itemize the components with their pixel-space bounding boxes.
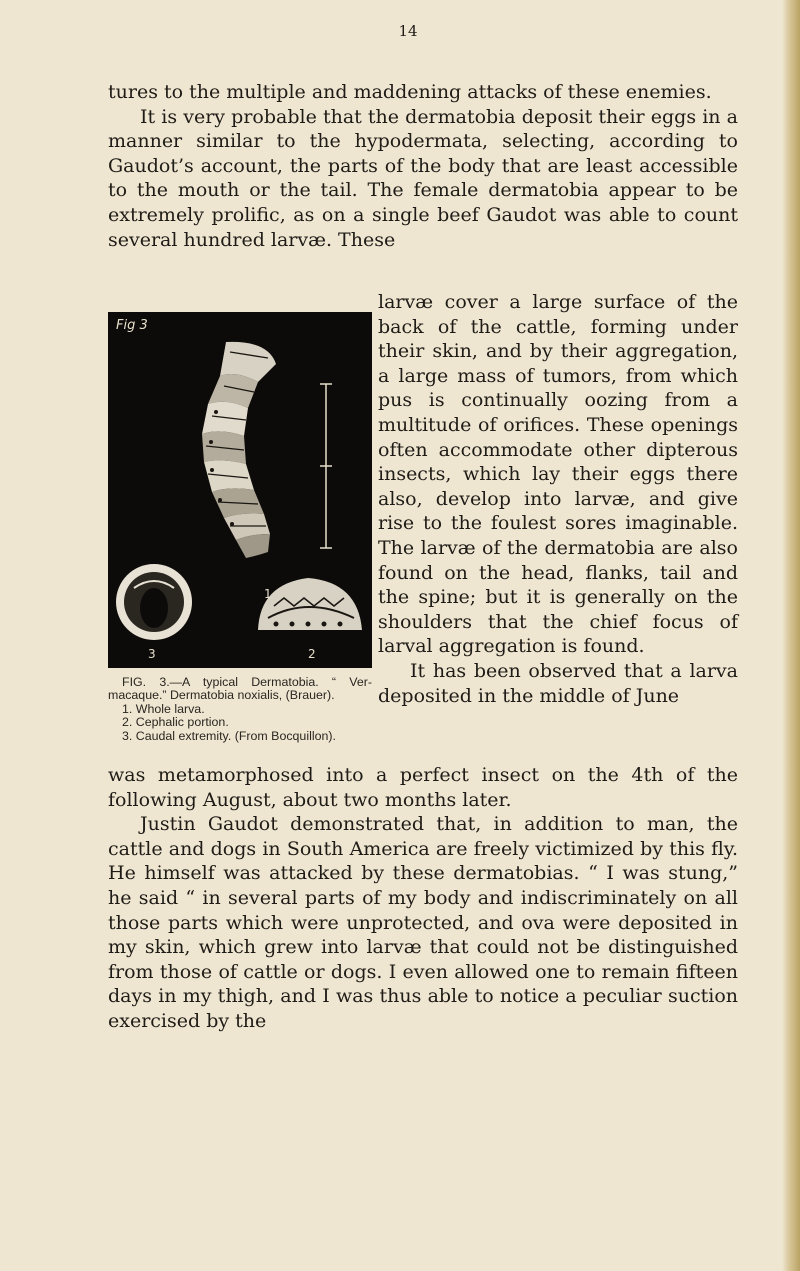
caption-item-1: 1. Whole larva. [122,701,205,716]
page-number: 14 [398,22,418,40]
figure-dermatobia-plate [108,312,372,668]
whole-larva-drawing [202,342,276,558]
scale-bar [320,384,332,548]
paragraph-observed: It has been observed that a larva deposited in the middle of June [378,659,738,707]
larva-illustration [108,312,372,668]
plate-number-3: 3 [148,647,156,661]
page-edge-stain [782,0,800,1271]
paragraph-metamorphosed: was metamorphosed into a perfect insect on the 4th of the following August, about two months later. [108,764,738,811]
figure-caption [108,676,372,743]
figure-label: Fig 3 [116,318,148,333]
caption-title: FIG. 3.—A typical Dermatobia. “ Ver-macaque.” Dermatobia noxialis, (Brauer). [108,675,372,703]
paragraph-continuation: tures to the multiple and maddening attacks of these enemies. [108,81,712,103]
cephalic-portion-drawing [258,578,362,630]
paragraph-larvae: larvæ cover a large surface of the back of the cattle, forming under their skin, and by their aggregation, a large mass of tumors, from which pus is continually oozing from a multitude of orifices. These openings often accommodate other dipterous insects, which lay their eggs there also, develop into larvæ, and give rise to the foulest sores imaginable. The larvæ of the dermatobia are also found on the head, flanks, tail and the spine; but it is generally on the shoulders that the chief focus of larval aggregation is found. [378,291,738,658]
caption-item-2: 2. Cephalic portion. [122,715,229,730]
top-text-block [108,80,738,252]
caption-item-3: 3. Caudal extremity. (From Bocquillon). [122,728,336,743]
plate-number-1: 1 [264,587,272,601]
caudal-extremity-drawing [116,564,192,640]
bottom-text-block [108,763,738,1034]
side-text-block [378,290,738,708]
paragraph-gaudot: Justin Gaudot demonstrated that, in addition to man, the cattle and dogs in South America are freely victimized by this fly. He himself was attacked by these dermatobias. “ I was stung,” he said “ in several parts of my body and indiscriminately on all those parts which were unprotected, and ova were deposited in my skin, which grew into larvæ that could not be distinguished from those of cattle or dogs. I even allowed one to remain fifteen days in my thigh, and I was thus able to notice a peculiar suction exercised by the [108,813,738,1032]
plate-number-2: 2 [308,647,316,661]
paragraph-eggs: It is very probable that the dermatobia deposit their eggs in a manner similar to the hypodermata, selecting, according to Gaudot’s account, the parts of the body that are least accessible to the mouth or the tail. The female dermatobia appear to be extremely prolific, as on a single beef Gaudot was able to count several hundred larvæ. These [108,105,738,251]
